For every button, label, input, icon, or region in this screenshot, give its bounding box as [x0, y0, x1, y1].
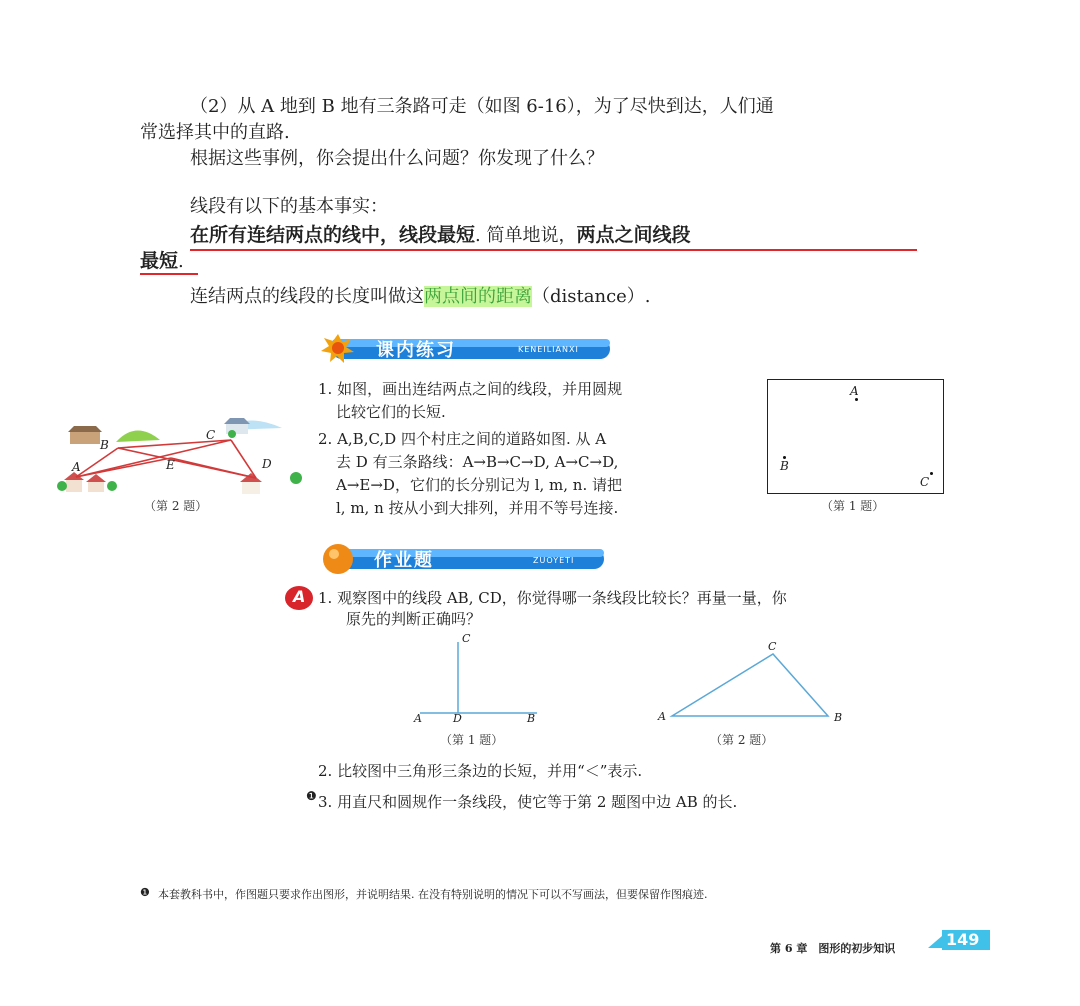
fig1-label-a: A: [414, 712, 422, 725]
box-point-a: [855, 398, 858, 401]
fig2-label-c: C: [768, 640, 777, 653]
hw3: 3. 用直尺和圆规作一条线段，使它等于第 2 题图中边 AB 的长.: [318, 793, 738, 811]
fact-line2: [140, 248, 184, 275]
para1-line1: （2）从 A 地到 B 地有三条路可走（如图 6-16），为了尽快到达，人们通: [190, 96, 774, 117]
village-label-e: E: [166, 458, 175, 472]
fact-line1: [190, 222, 690, 249]
village-label-c: C: [206, 428, 216, 442]
page-number-tab: [928, 928, 990, 952]
village-label-a: A: [72, 460, 81, 474]
caption-q1: （第 1 题）: [821, 499, 885, 513]
dist-prefix: 连结两点的线段的长度叫做这: [190, 286, 424, 307]
caption-fig1: （第 1 题）: [440, 733, 504, 747]
box-label-a: A: [850, 384, 859, 398]
village-label-b: B: [100, 438, 109, 452]
q2-line3: A→E→D，它们的长分别记为 l, m, n. 请把: [336, 476, 623, 494]
q2-line1: 2. A,B,C,D 四个村庄之间的道路如图. 从 A: [318, 430, 607, 448]
caption-q2: （第 2 题）: [144, 499, 208, 513]
fact-line2-bold: 最短: [140, 250, 179, 272]
banner-homework: [318, 541, 606, 577]
banner-practice-title: 课内练习: [376, 340, 456, 361]
fact-underline-2: [140, 273, 198, 275]
level-a-letter: A: [293, 587, 306, 606]
para2: 根据这些事例，你会提出什么问题？你发现了什么？: [190, 148, 604, 169]
chapter-title: 第 6 章 图形的初步知识: [770, 942, 896, 955]
para1-line2: 常选择其中的直路.: [140, 122, 290, 143]
hw1-line2: 原先的判断正确吗？: [346, 610, 482, 628]
hw3-note-mark: ❶: [306, 789, 317, 803]
distance-term: 两点间的距离: [424, 286, 532, 307]
banner-homework-sub: ZUOYETI: [533, 556, 575, 565]
village-roads-svg: [56, 410, 306, 500]
figure-2: [655, 638, 850, 728]
footnote: 本套教科书中，作图题只要求作出图形，并说明结果. 在没有特别说明的情况下可以不写画法，但要保留作图痕迹.: [158, 888, 708, 901]
banner-homework-title: 作业题: [374, 550, 434, 571]
fig1-label-d: D: [453, 712, 462, 725]
q2-line4: l, m, n 按从小到大排列，并用不等号连接.: [336, 499, 619, 517]
fact-bold1: 在所有连结两点的线中，线段最短: [190, 224, 476, 246]
fact-plain: . 简单地说，: [475, 225, 577, 246]
points-box: [767, 379, 944, 494]
level-a-badge: [284, 585, 314, 611]
box-point-c: [930, 472, 933, 475]
fact-end: .: [178, 251, 184, 272]
q1-line2: 比较它们的长短.: [336, 403, 446, 421]
box-label-c: C: [920, 475, 930, 489]
q1-line1: 1. 如图，画出连结两点之间的线段，并用圆规: [318, 380, 623, 398]
figure-2-svg: [655, 638, 850, 728]
distance-definition: [190, 284, 651, 310]
village-label-d: D: [262, 457, 272, 471]
fig1-label-c: C: [462, 632, 471, 645]
fig1-label-b: B: [527, 712, 536, 725]
fig2-label-b: B: [834, 711, 843, 724]
banner-practice: [318, 332, 612, 364]
fact-bold2: 两点之间线段: [576, 224, 691, 246]
footnote-mark: ❶: [140, 886, 150, 899]
dist-suffix: （distance）.: [532, 286, 651, 307]
banner-practice-sub: KENEILIANXI: [518, 345, 579, 354]
page-number: 149: [946, 930, 980, 949]
village-diagram: [56, 410, 306, 500]
figure-1: [405, 630, 550, 730]
hw1-line1: 1. 观察图中的线段 AB, CD，你觉得哪一条线段比较长？再量一量，你: [318, 589, 787, 607]
para3: 线段有以下的基本事实：: [190, 196, 388, 217]
fact-underline-1: [190, 249, 917, 251]
fig2-label-a: A: [658, 710, 666, 723]
q2-line2: 去 D 有三条路线：A→B→C→D, A→C→D,: [336, 453, 619, 471]
caption-fig2: （第 2 题）: [710, 733, 774, 747]
hw2: 2. 比较图中三角形三条边的长短，并用“＜”表示.: [318, 762, 643, 780]
box-label-b: B: [780, 459, 789, 473]
